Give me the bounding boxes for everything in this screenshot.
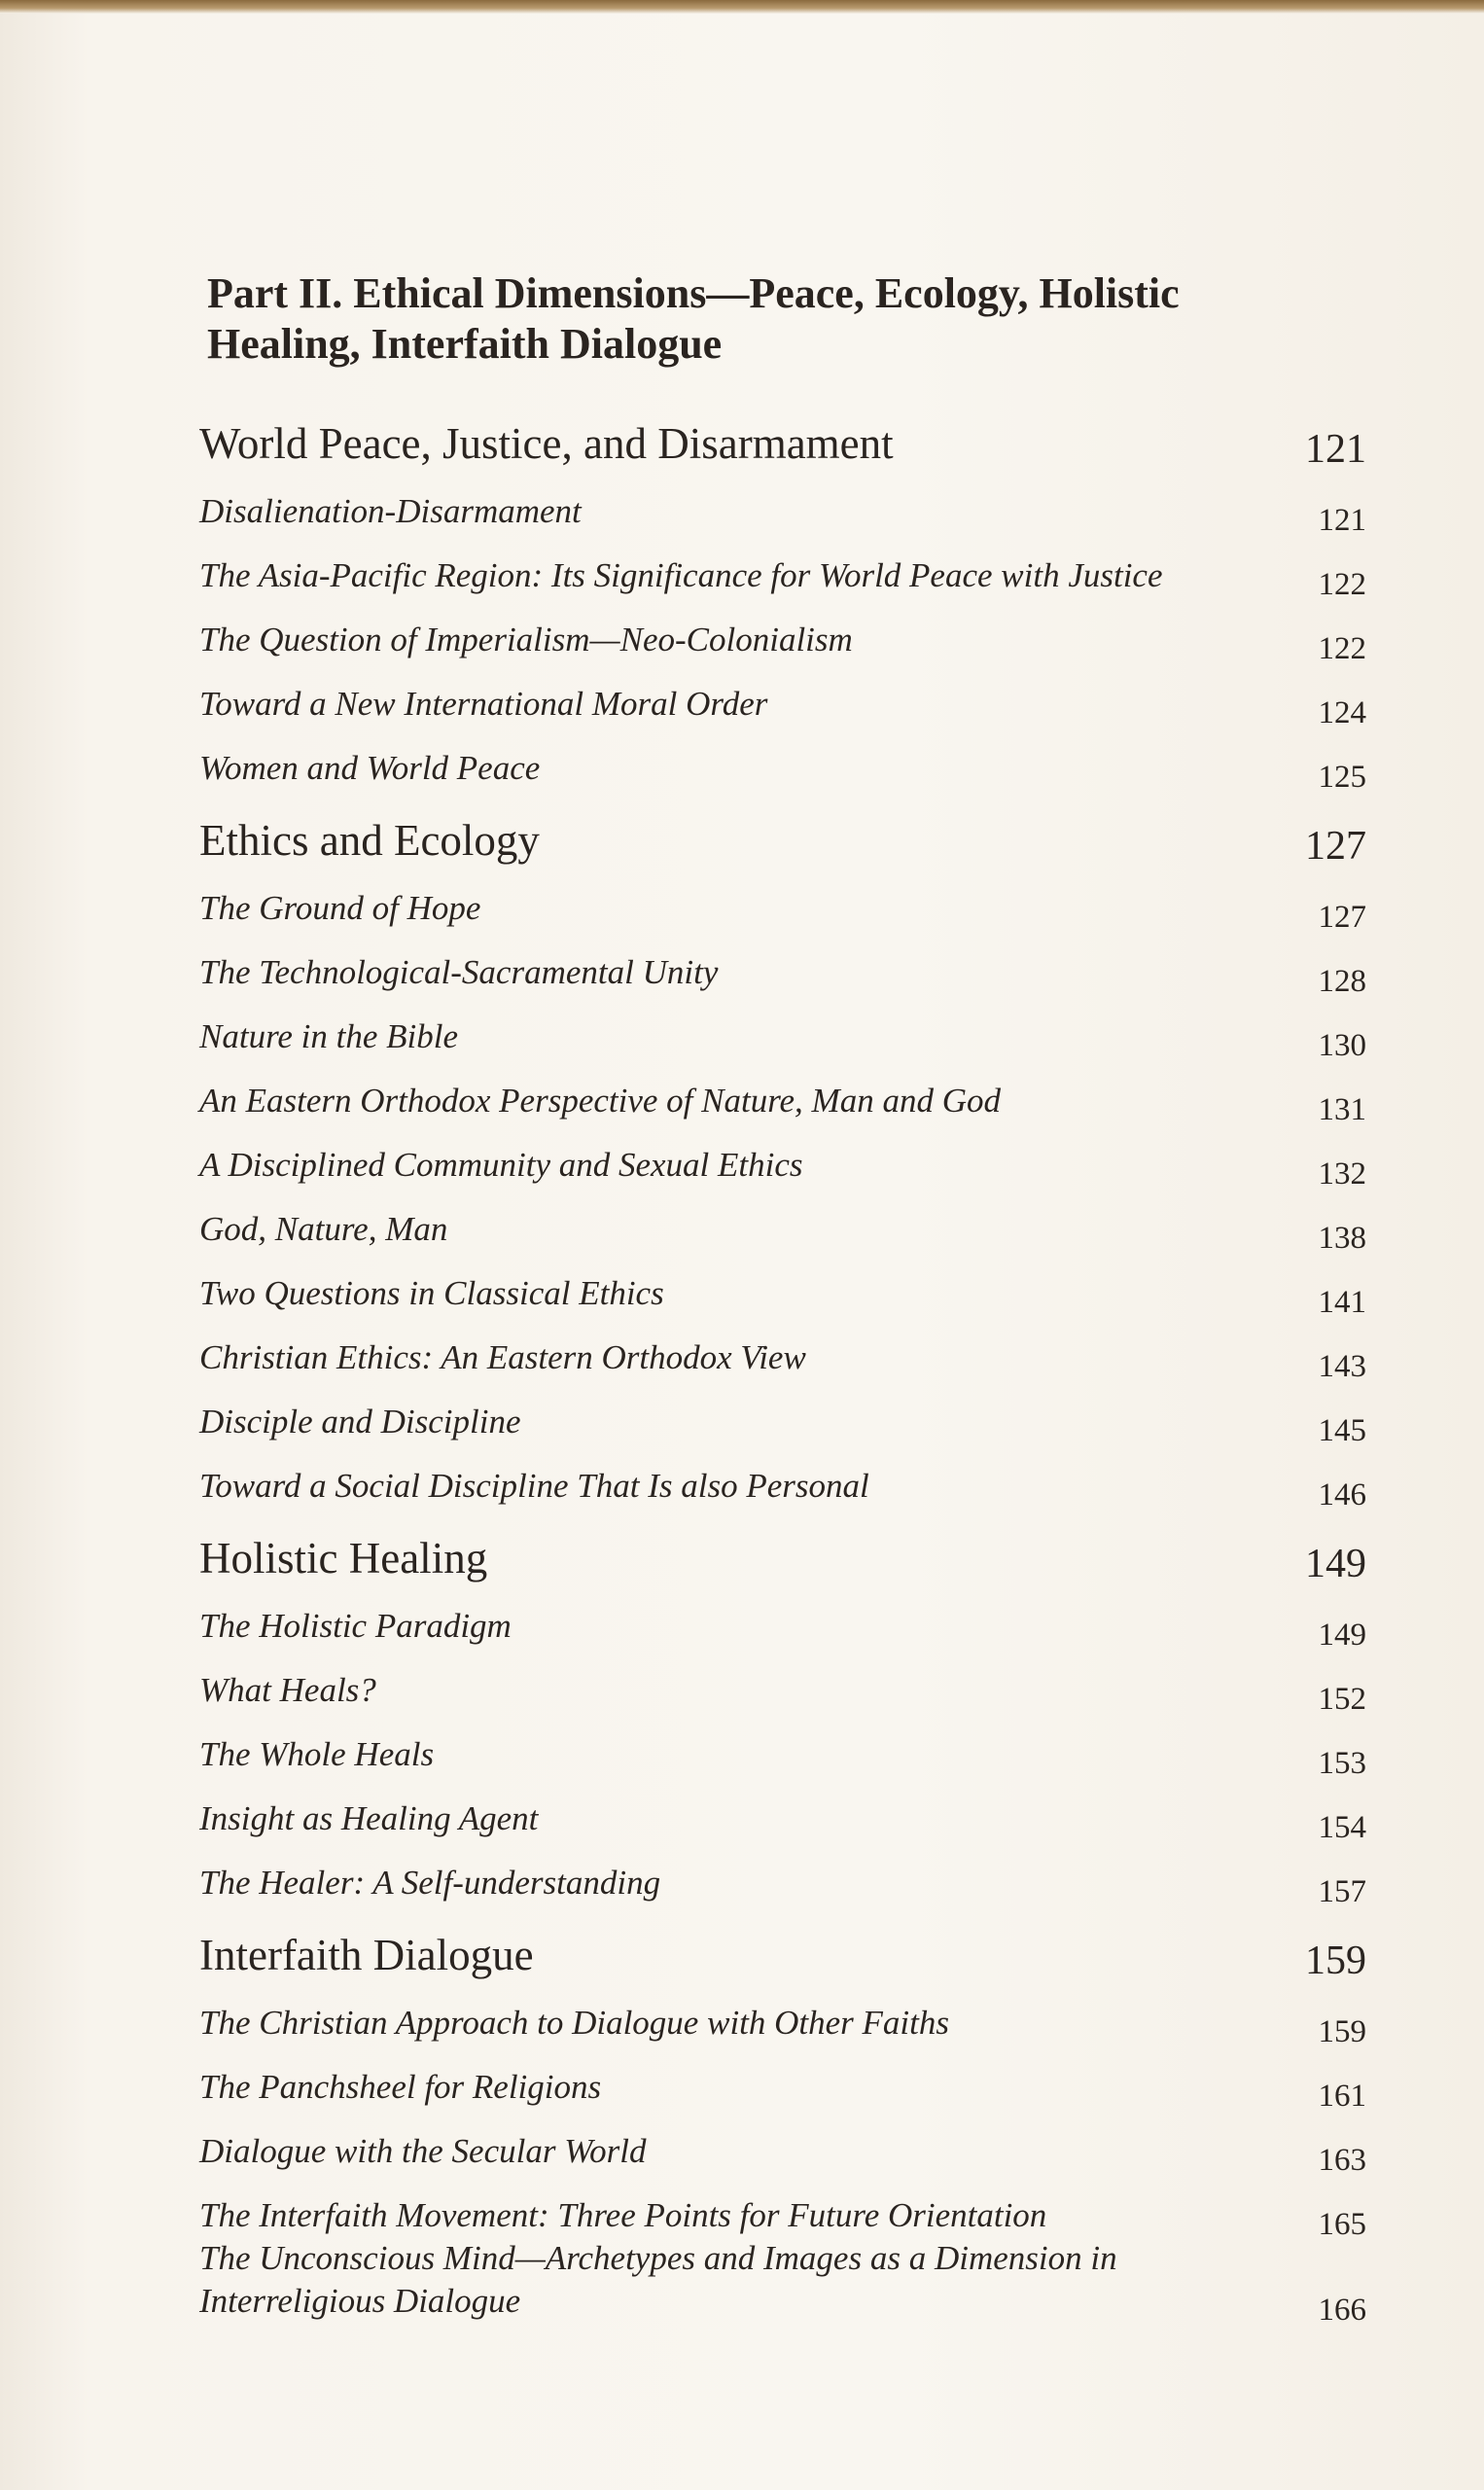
entry-title: The Healer: A Self-understanding (199, 1864, 661, 1902)
entry-page-number: 121 (1318, 503, 1366, 538)
entry-page-number: 152 (1318, 1682, 1366, 1717)
entry-page-number: 163 (1318, 2143, 1366, 2178)
toc-entry (199, 1776, 1366, 1845)
entry-page-number: 145 (1318, 1413, 1366, 1448)
entry-page-number: 132 (1318, 1156, 1366, 1192)
table-of-contents (199, 268, 1366, 2328)
entry-title: What Heals? (199, 1671, 376, 1709)
toc-entry (199, 1122, 1366, 1192)
entry-title: Insight as Healing Agent (199, 1799, 539, 1837)
toc-entry (199, 1251, 1366, 1320)
toc-entry (199, 1443, 1366, 1512)
entry-page-number: 149 (1318, 1618, 1366, 1653)
entry-title: The Question of Imperialism—Neo-Colonialism (199, 621, 853, 658)
toc-entry (199, 2045, 1366, 2114)
entry-title: The Panchsheel for Religions (199, 2068, 602, 2106)
toc-section (199, 1515, 1366, 1909)
entry-page-number: 166 (1318, 2293, 1366, 2328)
entry-title: Women and World Peace (199, 749, 541, 787)
toc-entry (199, 1315, 1366, 1384)
entry-title: The Interfaith Movement: Three Points for Future Orientation (199, 2196, 1047, 2234)
entry-title: Toward a New International Moral Order (199, 685, 768, 723)
entry-title: Dialogue with the Secular World (199, 2132, 647, 2170)
toc-section (199, 401, 1366, 795)
entry-title: The Holistic Paradigm (199, 1607, 512, 1645)
section-heading (199, 798, 1366, 869)
toc-entry (199, 533, 1366, 602)
entry-title: God, Nature, Man (199, 1210, 448, 1248)
entry-title: The Asia-Pacific Region: Its Significance for World Peace with Justice (199, 556, 1163, 594)
entry-title: Nature in the Bible (199, 1017, 459, 1055)
toc-entry (199, 866, 1366, 935)
entry-page-number: 128 (1318, 964, 1366, 999)
toc-entry (199, 726, 1366, 795)
entry-page-number: 122 (1318, 567, 1366, 602)
toc-section (199, 1912, 1366, 2328)
toc-entry (199, 661, 1366, 730)
toc-entry (199, 1187, 1366, 1256)
section-page-number: 121 (1305, 427, 1366, 472)
entry-page-number: 146 (1318, 1477, 1366, 1512)
entry-page-number: 138 (1318, 1221, 1366, 1256)
toc-entry (199, 469, 1366, 538)
entry-page-number: 157 (1318, 1874, 1366, 1909)
entry-title: The Ground of Hope (199, 889, 481, 927)
entry-page-number: 127 (1318, 900, 1366, 935)
section-page-number: 149 (1305, 1542, 1366, 1586)
section-heading (199, 1515, 1366, 1586)
section-title: Interfaith Dialogue (199, 1931, 534, 1979)
section-heading (199, 1912, 1366, 1983)
part-title: Part II. Ethical Dimensions—Peace, Ecology, Holistic Healing, Interfaith Dialogue (207, 269, 1180, 368)
entry-page-number: 153 (1318, 1746, 1366, 1781)
entry-page-number: 143 (1318, 1349, 1366, 1384)
toc-entry (199, 1379, 1366, 1448)
entry-title: The Unconscious Mind—Archetypes and Images as a Dimension in Interreligious Dialogue (199, 2239, 1117, 2320)
toc-entry (199, 1583, 1366, 1653)
section-heading (199, 401, 1366, 472)
toc-entry (199, 1712, 1366, 1781)
entry-title: The Christian Approach to Dialogue with Other Faiths (199, 2004, 949, 2042)
entry-title: A Disciplined Community and Sexual Ethics (199, 1146, 803, 1184)
page-top-edge (0, 0, 1484, 14)
entry-page-number: 124 (1318, 695, 1366, 730)
entry-title: Toward a Social Discipline That Is also Personal (199, 1467, 869, 1505)
entry-page-number: 130 (1318, 1028, 1366, 1063)
toc-entry (199, 2109, 1366, 2178)
section-title: Holistic Healing (199, 1534, 488, 1583)
toc-entry (199, 1980, 1366, 2049)
section-page-number: 159 (1305, 1939, 1366, 1983)
entry-title: Christian Ethics: An Eastern Orthodox View (199, 1338, 806, 1376)
entry-page-number: 122 (1318, 631, 1366, 666)
toc-section (199, 798, 1366, 1512)
entry-title: The Technological-Sacramental Unity (199, 953, 719, 991)
toc-entry (199, 2237, 1366, 2328)
toc-entry (199, 1058, 1366, 1127)
section-page-number: 127 (1305, 824, 1366, 869)
section-title: World Peace, Justice, and Disarmament (199, 419, 894, 468)
entry-title: Disalienation-Disarmament (199, 492, 582, 530)
entry-title: Disciple and Discipline (199, 1403, 521, 1441)
toc-entry (199, 930, 1366, 999)
entry-page-number: 125 (1318, 760, 1366, 795)
entry-title: Two Questions in Classical Ethics (199, 1274, 664, 1312)
entry-title: An Eastern Orthodox Perspective of Nature, Man and God (199, 1082, 1001, 1120)
entry-page-number: 159 (1318, 2014, 1366, 2049)
toc-entry (199, 597, 1366, 666)
section-title: Ethics and Ecology (199, 816, 540, 865)
entry-title: The Whole Heals (199, 1735, 435, 1773)
entry-page-number: 131 (1318, 1092, 1366, 1127)
entry-page-number: 154 (1318, 1810, 1366, 1845)
toc-entry (199, 1840, 1366, 1909)
entry-page-number: 165 (1318, 2207, 1366, 2242)
entry-page-number: 141 (1318, 1285, 1366, 1320)
entry-page-number: 161 (1318, 2079, 1366, 2114)
toc-entry (199, 994, 1366, 1063)
toc-entry (199, 2173, 1366, 2242)
toc-entry (199, 1648, 1366, 1717)
